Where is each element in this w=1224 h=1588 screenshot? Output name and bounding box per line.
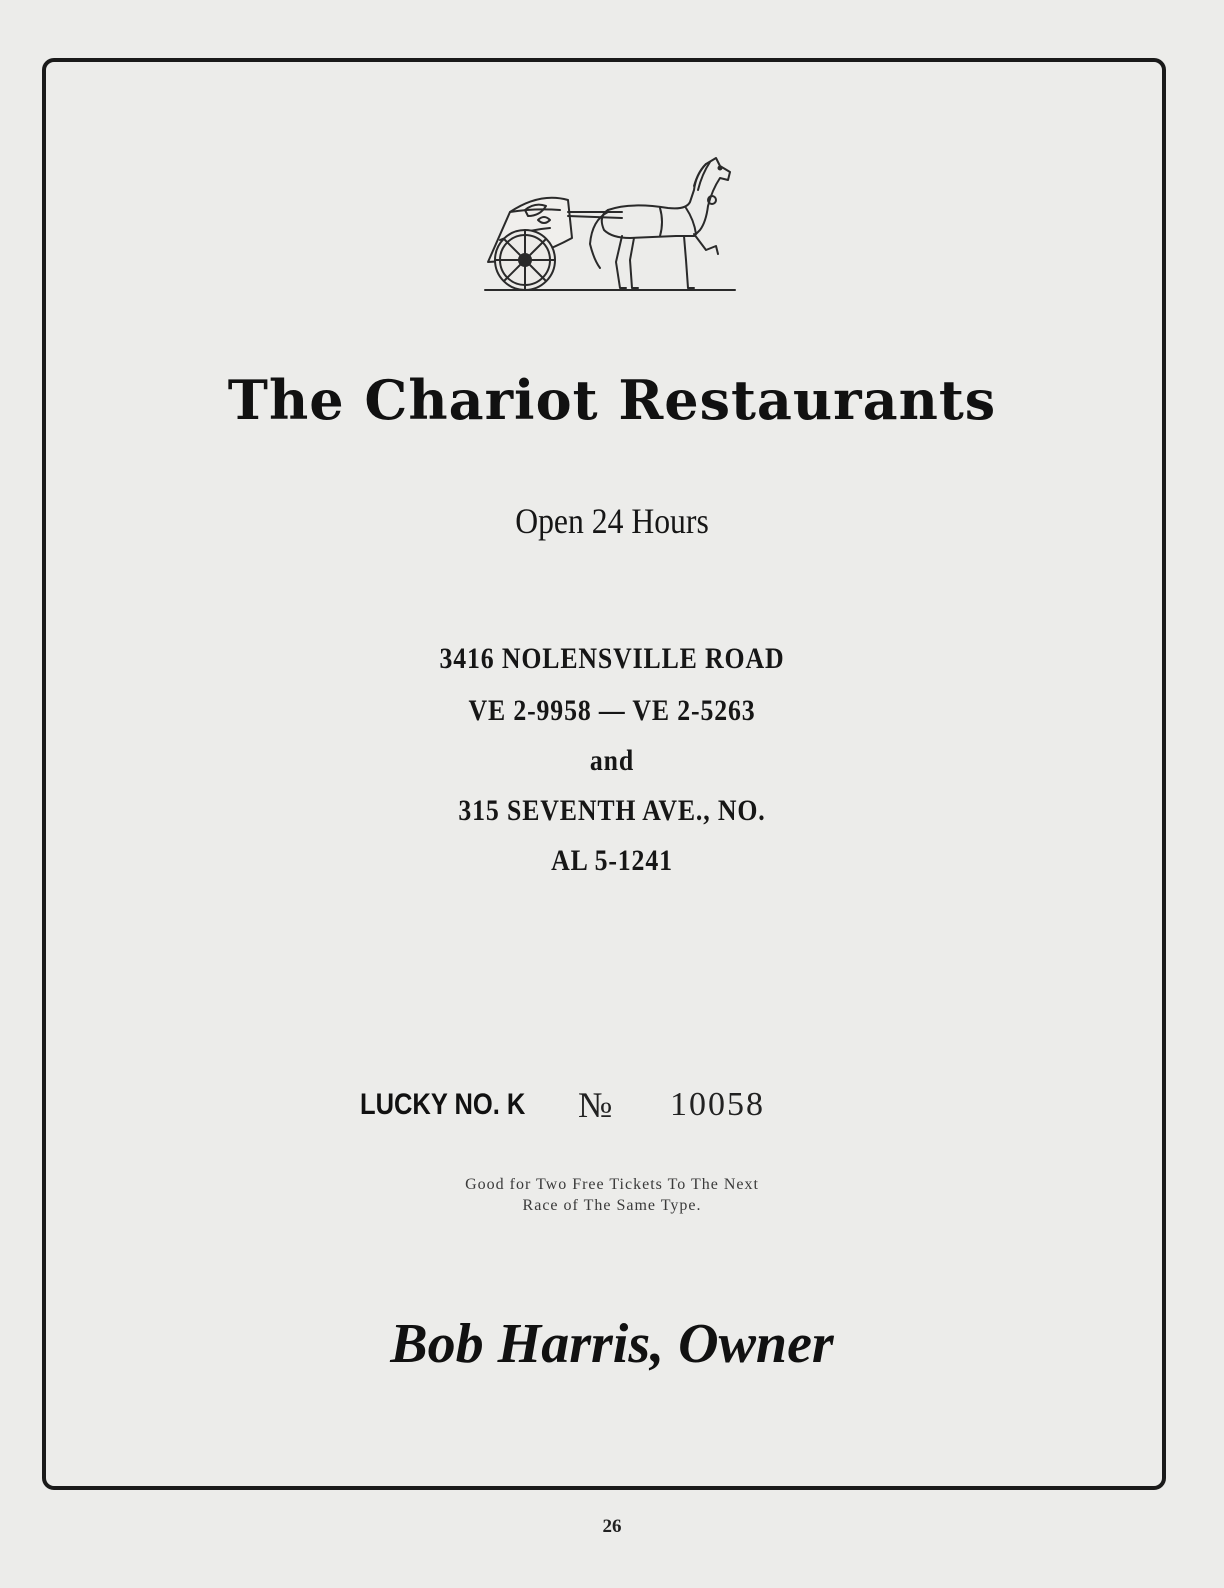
and-connector: and <box>589 744 635 777</box>
horse-chariot-icon <box>480 150 740 295</box>
owner-signature: Bob Harris, Owner <box>390 1313 834 1375</box>
number-sign: № <box>578 1085 613 1125</box>
hours-text: Open 24 Hours <box>515 501 709 541</box>
fine-print-line-1: Good for Two Free Tickets To The Next <box>465 1176 759 1193</box>
ticket-number: 10058 <box>670 1086 765 1123</box>
phone-line-1: VE 2-9958 — VE 2-5263 <box>468 694 756 727</box>
page-number: 26 <box>602 1516 622 1537</box>
phone-line-2: AL 5-1241 <box>551 844 673 877</box>
restaurant-title: The Chariot Restaurants <box>227 368 997 432</box>
lucky-number-label: LUCKY NO. K <box>360 1088 526 1121</box>
lucky-number-row <box>0 1084 1224 1134</box>
fine-print-line-2: Race of The Same Type. <box>522 1197 702 1214</box>
address-line-1: 3416 NOLENSVILLE ROAD <box>439 642 785 675</box>
address-line-2: 315 SEVENTH AVE., NO. <box>458 794 766 827</box>
